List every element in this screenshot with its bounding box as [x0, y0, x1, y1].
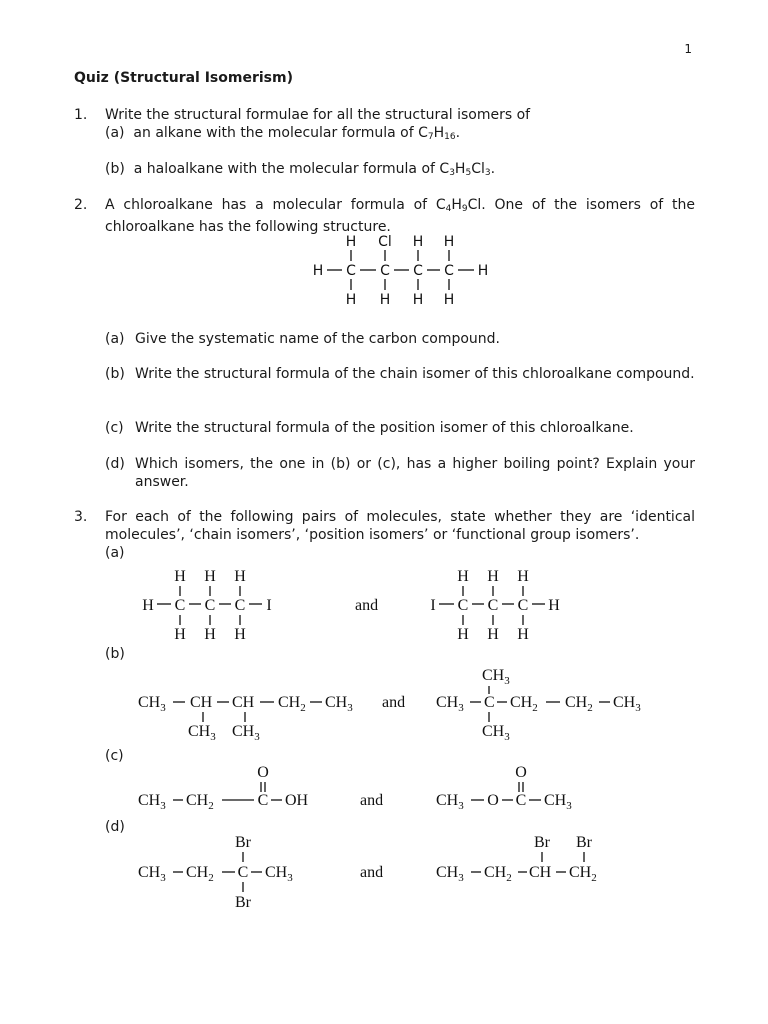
q2b-text: Write the structural formula of the chain isomer of this chloroalkane compound. — [135, 366, 695, 382]
svg-text:Br: Br — [534, 834, 550, 851]
q2a-label: (a) — [105, 331, 125, 347]
svg-text:I: I — [266, 597, 272, 614]
svg-text:H: H — [517, 568, 529, 585]
q2-number: 2. — [74, 197, 88, 213]
atom-h: H — [379, 292, 391, 308]
svg-text:CH3: $CH_3$ — [436, 792, 464, 812]
q1b-text: a haloalkane with the molecular formula of C — [133, 161, 450, 177]
q2b-label: (b) — [105, 366, 125, 382]
svg-text:C: C — [484, 694, 495, 711]
svg-text:C: C — [237, 864, 249, 881]
svg-text:O: O — [515, 764, 527, 781]
and-word: and — [360, 864, 384, 881]
svg-text:CH3: $CH_3$ — [232, 723, 260, 743]
svg-text:CH: CH — [529, 864, 552, 881]
atom-h: H — [345, 292, 357, 308]
svg-text:CH3: $CH_3$ — [436, 694, 464, 714]
q3d-right-molecule — [436, 834, 597, 884]
atom-c: C — [346, 263, 356, 279]
svg-text:CH3: $CH_3$ — [138, 864, 166, 884]
q3-number: 3. — [74, 509, 88, 525]
svg-text:H: H — [174, 568, 186, 585]
q1a-text: an alkane with the molecular formula of C — [133, 125, 428, 141]
svg-text:H: H — [457, 568, 469, 585]
q3b-label: (b) — [105, 646, 125, 662]
svg-text:C: C — [174, 597, 186, 614]
svg-text:CH: CH — [190, 694, 213, 711]
atom-h: H — [312, 263, 324, 279]
svg-text:H: H — [487, 568, 499, 585]
svg-text:C: C — [515, 792, 527, 809]
q1-number: 1. — [74, 107, 88, 123]
svg-text:O: O — [487, 792, 499, 809]
atom-c: C — [380, 263, 390, 279]
svg-text:H: H — [234, 626, 246, 643]
svg-text:CH3: $CH_3$ — [265, 864, 293, 884]
q2-text: A chloroalkane has a molecular formula of $C_4H_9Cl$. One of the isomers of the chloroalkane has the following structure. — [105, 197, 695, 235]
svg-text:CH2: $CH_2$ — [186, 864, 214, 884]
q2d-text: Which isomers, the one in (b) or (c), has a higher boiling point? Explain your answer. — [135, 456, 695, 490]
svg-text:C: C — [457, 597, 469, 614]
svg-text:C: C — [234, 597, 246, 614]
svg-text:OH: OH — [285, 792, 309, 809]
svg-text:CH2: $CH_2$ — [510, 694, 538, 714]
svg-text:CH2: $CH_2$ — [484, 864, 512, 884]
svg-text:H: H — [174, 626, 186, 643]
q3a-left-molecule — [142, 568, 271, 643]
svg-text:CH3: $CH_3$ — [138, 694, 166, 714]
q3d-left-molecule — [138, 834, 293, 911]
q2a-text: Give the systematic name of the carbon compound. — [135, 331, 500, 347]
svg-text:C: C — [257, 792, 269, 809]
q1b: (b) a haloalkane with the molecular formula of $C_3H_5Cl_3$. — [105, 161, 496, 178]
q1a-label: (a) — [105, 125, 125, 141]
atom-h: H — [412, 234, 424, 250]
q3b-right-molecule — [436, 667, 641, 743]
atom-h: H — [345, 234, 357, 250]
atom-c: C — [444, 263, 454, 279]
atom-h: H — [477, 263, 489, 279]
svg-text:H: H — [142, 597, 154, 614]
svg-text:CH3: $CH_3$ — [544, 792, 572, 812]
svg-text:Br: Br — [576, 834, 592, 851]
q1a: (a) an alkane with the molecular formula of $C_7H_{16}$. — [105, 125, 461, 142]
atom-h: H — [443, 292, 455, 308]
q2d-label: (d) — [105, 456, 125, 472]
q3c-right-molecule — [436, 764, 572, 812]
svg-text:H: H — [487, 626, 499, 643]
q2c-text: Write the structural formula of the position isomer of this chloroalkane. — [135, 420, 634, 436]
svg-text:Br: Br — [235, 834, 251, 851]
page-title: Quiz (Structural Isomerism) — [74, 70, 293, 86]
atom-c: C — [413, 263, 423, 279]
atom-h: H — [412, 292, 424, 308]
svg-text:H: H — [234, 568, 246, 585]
svg-text:I: I — [430, 597, 436, 614]
q3-text: For each of the following pairs of molecules, state whether they are ‘identical molecules’, ‘chain isomers’, ‘position isomers’ or ‘functional group isomers’. — [105, 509, 695, 543]
svg-text:C: C — [204, 597, 216, 614]
atom-h: H — [443, 234, 455, 250]
svg-text:CH2: $CH_2$ — [186, 792, 214, 812]
and-word: and — [360, 792, 384, 809]
q3a-label: (a) — [105, 545, 125, 561]
svg-text:O: O — [257, 764, 269, 781]
svg-text:CH3: $CH_3$ — [138, 792, 166, 812]
page-number: 1 — [684, 42, 692, 56]
atom-cl: Cl — [378, 234, 392, 250]
svg-text:H: H — [548, 597, 560, 614]
svg-text:CH2: $CH_2$ — [278, 694, 306, 714]
and-word: and — [355, 597, 379, 614]
q3c-label: (c) — [105, 748, 124, 764]
svg-text:H: H — [204, 568, 216, 585]
q1-text: Write the structural formulae for all the structural isomers of — [105, 107, 531, 123]
svg-text:CH3: $CH_3$ — [188, 723, 216, 743]
svg-text:CH3: $CH_3$ — [613, 694, 641, 714]
svg-text:CH3: $CH_3$ — [482, 667, 510, 687]
svg-text:Br: Br — [235, 894, 251, 911]
svg-text:C: C — [517, 597, 529, 614]
q3d-label: (d) — [105, 819, 125, 835]
svg-text:CH3: $CH_3$ — [436, 864, 464, 884]
svg-text:C: C — [487, 597, 499, 614]
svg-text:H: H — [517, 626, 529, 643]
q2c-label: (c) — [105, 420, 124, 436]
svg-text:CH3: $CH_3$ — [325, 694, 353, 714]
svg-text:H: H — [204, 626, 216, 643]
svg-text:CH: CH — [232, 694, 255, 711]
q3c-left-molecule — [138, 764, 309, 812]
q3a-right-molecule — [430, 568, 560, 643]
svg-text:H: H — [457, 626, 469, 643]
svg-text:CH3: $CH_3$ — [482, 723, 510, 743]
and-word: and — [382, 694, 406, 711]
svg-text:CH2: $CH_2$ — [565, 694, 593, 714]
svg-text:CH2: $CH_2$ — [569, 864, 597, 884]
q1b-label: (b) — [105, 161, 125, 177]
